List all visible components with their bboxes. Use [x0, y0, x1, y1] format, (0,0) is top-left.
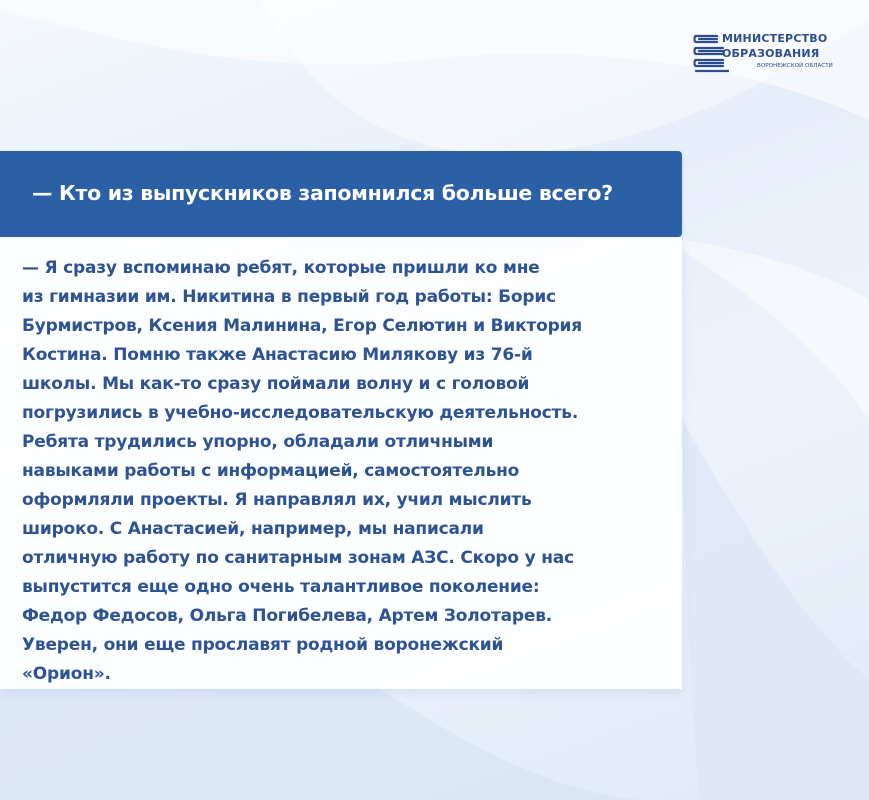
answer-line: Федор Федосов, Ольга Погибелева, Артем Золотарев.: [22, 606, 553, 626]
answer-text: [22, 254, 582, 689]
answer-panel: [0, 237, 682, 689]
answer-line: Бурмистров, Ксения Малинина, Егор Селютин и Виктория: [22, 316, 582, 336]
answer-line: — Я сразу вспоминаю ребят, которые пришли ко мне: [22, 258, 540, 278]
ministry-logo: [693, 30, 843, 78]
answer-line: «Орион».: [22, 664, 111, 684]
answer-line: Ребята трудились упорно, обладали отличными: [22, 432, 494, 452]
answer-line: навыками работы с информацией, самостоятельно: [22, 461, 520, 481]
question-banner: [0, 151, 682, 237]
answer-line: оформляли проекты. Я направлял их, учил мыслить: [22, 490, 532, 510]
logo-region: ВОРОНЕЖСКОЙ ОБЛАСТИ: [757, 63, 833, 69]
answer-line: отличную работу по санитарным зонам АЗС. Скоро у нас: [22, 548, 574, 568]
answer-line: широко. С Анастасией, например, мы написали: [22, 519, 484, 539]
logo-title-line1: МИНИСТЕРСТВО: [722, 32, 828, 45]
answer-line: погрузились в учебно-исследовательскую деятельность.: [22, 403, 579, 423]
question-text: — Кто из выпускников запомнился больше всего?: [32, 181, 613, 205]
answer-line: выпустится еще одно очень талантливое поколение:: [22, 577, 540, 597]
logo-title-line2: ОБРАЗОВАНИЯ: [722, 47, 820, 60]
answer-line: из гимназии им. Никитина в первый год работы: Борис: [22, 287, 556, 307]
answer-line: Костина. Помню также Анастасию Милякову из 76-й: [22, 345, 533, 365]
answer-line: школы. Мы как-то сразу поймали волну и с головой: [22, 374, 530, 394]
answer-line: Уверен, они еще прославят родной воронежский: [22, 635, 504, 655]
